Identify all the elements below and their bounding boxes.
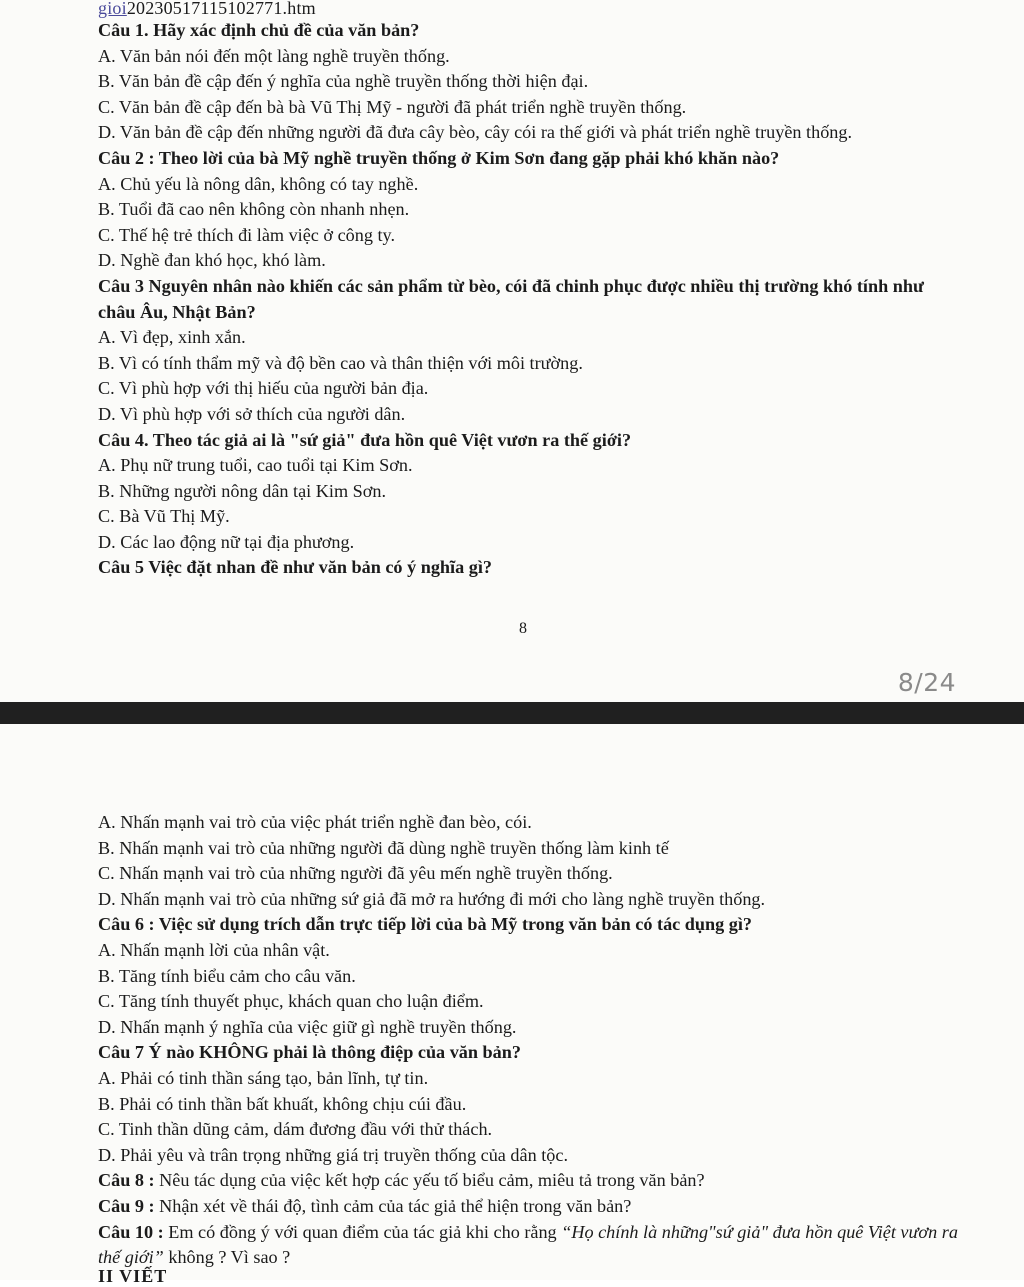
question-7-option-a: A. Phải có tinh thần sáng tạo, bản lĩnh, tự tin. <box>98 1067 429 1088</box>
question-8-label: Câu 8 : <box>98 1170 155 1191</box>
question-5-option-d: D. Nhấn mạnh vai trò của những sứ giả đã mở ra hướng đi mới cho làng nghề truyền thống. <box>98 888 766 909</box>
question-6: Câu 6 : Việc sử dụng trích dẫn trực tiếp lời của bà Mỹ trong văn bản có tác dụng gì? <box>98 914 753 935</box>
question-8-text: Nêu tác dụng của việc kết hợp các yếu tố biểu cảm, miêu tả trong văn bản? <box>154 1170 705 1191</box>
question-10-label: Câu 10 : <box>98 1221 164 1242</box>
file-link[interactable]: gioi <box>98 0 127 18</box>
question-1-option-a: A. Văn bản nói đến một làng nghề truyền thống. <box>98 45 450 66</box>
question-1-option-d: D. Văn bản đề cập đến những người đã đưa cây bèo, cây cói ra thế giới và phát triển nghề truyền thống. <box>98 122 853 143</box>
question-2: Câu 2 : Theo lời của bà Mỹ nghề truyền thống ở Kim Sơn đang gặp phải khó khăn nào? <box>98 147 780 168</box>
question-6-option-b: B. Tăng tính biểu cảm cho câu văn. <box>98 965 356 986</box>
question-9-label: Câu 9 : <box>98 1195 155 1216</box>
questions-section-top <box>98 18 958 581</box>
question-5: Câu 5 Việc đặt nhan đề như văn bản có ý nghĩa gì? <box>98 557 492 578</box>
question-10 <box>98 1220 958 1271</box>
page-indicator: 8/24 <box>897 668 956 697</box>
question-3-option-d: D. Vì phù hợp với sở thích của người dân. <box>98 403 406 424</box>
question-5-option-a: A. Nhấn mạnh vai trò của việc phát triển nghề đan bèo, cói. <box>98 812 532 832</box>
question-9-text: Nhận xét về thái độ, tình cảm của tác giả thể hiện trong văn bản? <box>154 1195 632 1216</box>
question-5-option-b: B. Nhấn mạnh vai trò của những người đã dùng nghề truyền thống làm kinh tế <box>98 837 669 858</box>
page-number: 8 <box>519 620 527 637</box>
question-4-option-b: B. Những người nông dân tại Kim Sơn. <box>98 480 387 501</box>
questions-section-bottom <box>98 810 958 1271</box>
question-1-option-b: B. Văn bản đề cập đến ý nghĩa của nghề truyền thống thời hiện đại. <box>98 71 589 92</box>
question-4-option-c: C. Bà Vũ Thị Mỹ. <box>98 506 230 527</box>
question-3: Câu 3 Nguyên nhân nào khiến các sản phẩm từ bèo, cói đã chinh phục được nhiều thị trường khó tính như châu Âu, Nhật Bản? <box>98 275 924 322</box>
question-7: Câu 7 Ý nào KHÔNG phải là thông điệp của văn bản? <box>98 1042 521 1063</box>
question-6-option-d: D. Nhấn mạnh ý nghĩa của việc giữ gì nghề truyền thống. <box>98 1016 517 1037</box>
question-2-option-a: A. Chủ yếu là nông dân, không có tay nghề. <box>98 173 419 194</box>
question-4-option-a: A. Phụ nữ trung tuổi, cao tuổi tại Kim Sơn. <box>98 455 413 476</box>
question-6-option-c: C. Tăng tính thuyết phục, khách quan cho luận điểm. <box>98 991 484 1012</box>
question-7-option-b: B. Phải có tinh thần bất khuất, không chịu cúi đầu. <box>98 1093 467 1114</box>
question-6-option-a: A. Nhấn mạnh lời của nhân vật. <box>98 939 330 960</box>
question-5-option-c: C. Nhấn mạnh vai trò của những người đã yêu mến nghề truyền thống. <box>98 863 613 884</box>
question-1: Câu 1. Hãy xác định chủ đề của văn bản? <box>98 20 420 40</box>
question-9 <box>98 1194 958 1220</box>
question-2-option-d: D. Nghề đan khó học, khó làm. <box>98 250 326 271</box>
question-4-option-d: D. Các lao động nữ tại địa phương. <box>98 531 355 552</box>
section-heading-cut: II VIẾT <box>98 1266 168 1286</box>
question-3-option-b: B. Vì có tính thẩm mỹ và độ bền cao và thân thiện với môi trường. <box>98 352 583 373</box>
question-4: Câu 4. Theo tác giả ai là "sứ giả" đưa hồn quê Việt vươn ra thế giới? <box>98 429 632 450</box>
question-3-option-c: C. Vì phù hợp với thị hiếu của người bản địa. <box>98 378 429 399</box>
file-header <box>98 0 316 19</box>
question-10-tail: không ? Vì sao ? <box>163 1247 291 1268</box>
file-name: 20230517115102771.htm <box>126 0 316 18</box>
question-2-option-b: B. Tuổi đã cao nên không còn nhanh nhẹn. <box>98 199 410 220</box>
question-7-option-c: C. Tinh thần dũng cảm, dám đương đầu với thử thách. <box>98 1119 493 1140</box>
question-10-quote: “Họ chính là những"sứ giả" đưa hồn quê Việt vươn ra thế giới” <box>98 1221 958 1268</box>
question-2-option-c: C. Thế hệ trẻ thích đi làm việc ở công ty. <box>98 224 396 245</box>
question-1-option-c: C. Văn bản đề cập đến bà bà Vũ Thị Mỹ - người đã phát triển nghề truyền thống. <box>98 96 687 117</box>
question-3-option-a: A. Vì đẹp, xinh xắn. <box>98 327 246 348</box>
question-8 <box>98 1168 958 1194</box>
page-divider <box>0 702 1024 724</box>
question-7-option-d: D. Phải yêu và trân trọng những giá trị truyền thống của dân tộc. <box>98 1144 568 1165</box>
question-10-text: Em có đồng ý với quan điểm của tác giả khi cho rằng <box>163 1221 562 1242</box>
